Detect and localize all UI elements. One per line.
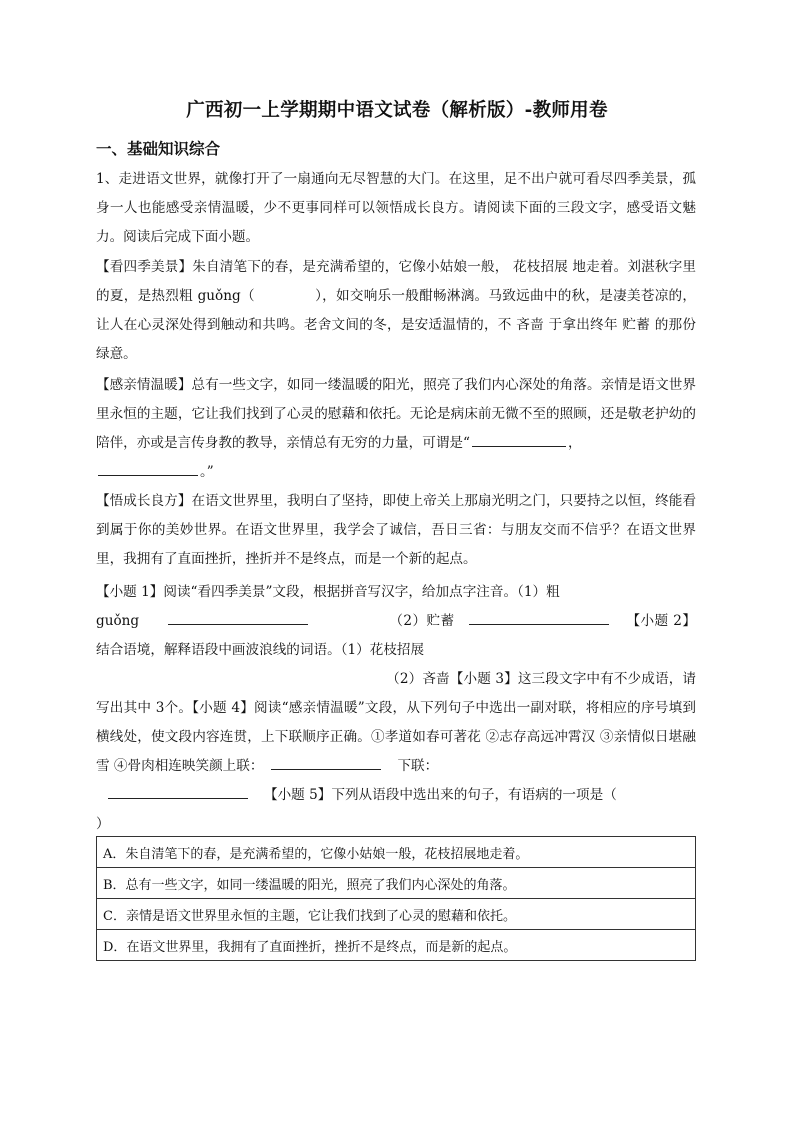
q4-blank-lower[interactable] xyxy=(108,782,248,799)
option-b[interactable]: B．总有一些文字，如同一缕温暖的阳光，照亮了我们内心深处的角落。 xyxy=(97,868,696,899)
couplet-blank-lower[interactable] xyxy=(98,459,198,476)
answer-options-table xyxy=(96,836,696,961)
q5-close-paren: ） xyxy=(96,816,110,832)
passage-seasons-text-a: 【看四季美景】朱自清笔下的春，是充满希望的，它像小姑娘一般， 花枝招展 地走着。刘湛秋字里的夏，是热烈粗 guǒng（ xyxy=(96,259,696,304)
q2-text: 【小题 2】结合语境，解释语段中画波浪线的词语。（1）花枝招展 xyxy=(96,613,696,658)
passage-family-text-c: 。” xyxy=(200,464,214,480)
passage-family-text-b: ， xyxy=(567,435,582,451)
q1-part2: （2）贮蓄 xyxy=(389,613,455,629)
section-heading: 一、基础知识综合 xyxy=(96,139,221,158)
q2-part2: （2）吝啬 xyxy=(386,671,450,687)
q4-lower-label: 下联： xyxy=(397,758,439,774)
q1-blank-1[interactable] xyxy=(168,608,308,625)
q1-blank-2[interactable] xyxy=(469,608,609,625)
passage-seasons xyxy=(96,253,696,369)
q5-text: 【小题 5】下列从语段中选出来的句子，有语病的一项是（ xyxy=(264,787,617,803)
q1-pinyin: guǒng xyxy=(96,613,140,629)
passage-family xyxy=(96,371,696,487)
q4-text: 【小题 4】阅读“感亲情温暖”文段，从下列句子中选出一副对联，将相应的序号填到横线处，使文段内容连贯，上下联顺序正确。①孝道如春可著花 ②志存高远冲霄汉 ③亲情似日堪融雪 ④骨肉相连映笑颜上联： xyxy=(96,700,696,774)
couplet-blank-upper[interactable] xyxy=(472,430,566,447)
passage-family-text-a: 【感亲情温暖】总有一些文字，如同一缕温暖的阳光，照亮了我们内心深处的角落。亲情是语文世界里永恒的主题，它让我们找到了心灵的慰藉和依托。无论是病床前无微不至的照顾，还是敬老护幼的陪伴，亦或是言传身教的教导，亲情总有无穷的力量，可谓是“ xyxy=(96,377,696,451)
sub-questions xyxy=(96,578,696,839)
option-d[interactable]: D．在语文世界里，我拥有了直面挫折，挫折不是终点，而是新的起点。 xyxy=(97,930,696,961)
option-a[interactable]: A．朱自清笔下的春，是充满希望的，它像小姑娘一般，花枝招展地走着。 xyxy=(97,837,696,868)
passage-growth: 【悟成长良方】在语文世界里，我明白了坚持，即使上帝关上那扇光明之门，只要持之以恒，终能看到属于你的美妙世界。在语文世界里，我学会了诚信，吾日三省：与朋友交而不信乎？在语文世界里，我拥有了直面挫折，挫折并不是终点，而是一个新的起点。 xyxy=(96,493,696,567)
question-intro: 1、走进语文世界，就像打开了一扇通向无尽智慧的大门。在这里，足不出户就可看尽四季美景，孤身一人也能感受亲情温暖，少不更事同样可以领悟成长良方。请阅读下面的三段文字，感受语文魅力。阅读后完成下面小题。 xyxy=(96,171,696,245)
document-title: 广西初一上学期期中语文试卷（解析版）-教师用卷 xyxy=(186,100,608,121)
q3-text: 【小题 3】这三段文字中有不少成语，请写出其中 3个。 xyxy=(96,671,697,716)
q1-text: 【小题 1】阅读“看四季美景”文段，根据拼音写汉字，给加点字注音。（1）粗 xyxy=(96,584,560,600)
option-c[interactable]: C．亲情是语文世界里永恒的主题，它让我们找到了心灵的慰藉和依托。 xyxy=(97,899,696,930)
passage-seasons-text-b: ），如交响乐一般酣畅淋漓。马致远曲中的秋，是凄美苍凉的，让人在心灵深处得到触动和共鸣。老舍文间的冬，是安适温情的，不 吝啬 于拿出终年 贮蓄 的那份绿意。 xyxy=(96,288,697,362)
q4-blank-upper[interactable] xyxy=(271,753,381,770)
